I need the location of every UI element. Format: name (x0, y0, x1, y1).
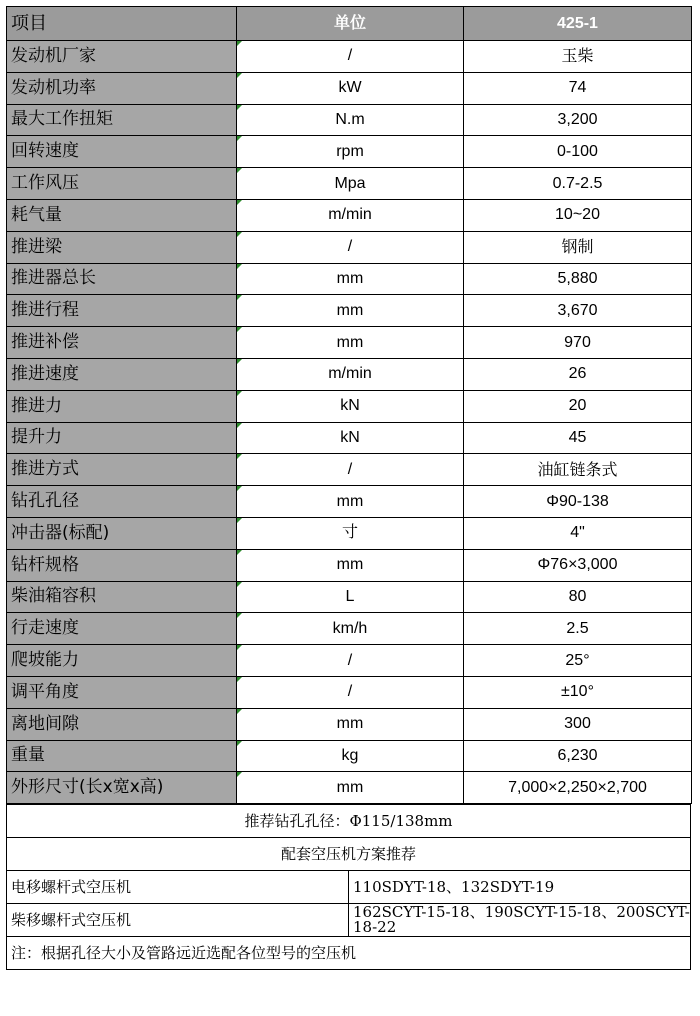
spec-value: 3,200 (464, 104, 692, 136)
spec-unit: m/min (237, 199, 464, 231)
spec-unit: / (237, 231, 464, 263)
spec-value: Φ90-138 (464, 486, 692, 518)
compressor-title: 配套空压机方案推荐 (7, 838, 691, 871)
spec-row (7, 708, 692, 740)
spec-unit: / (237, 676, 464, 708)
spec-unit: mm (237, 549, 464, 581)
spec-name: 发动机厂家 (7, 41, 237, 73)
spec-unit: N.m (237, 104, 464, 136)
spec-row (7, 772, 692, 804)
spec-unit: kW (237, 72, 464, 104)
spec-name: 推进器总长 (7, 263, 237, 295)
spec-name: 推进行程 (7, 295, 237, 327)
spec-name: 外形尺寸(长x宽x高) (7, 772, 237, 804)
spec-name: 回转速度 (7, 136, 237, 168)
spec-unit: m/min (237, 358, 464, 390)
spec-row (7, 231, 692, 263)
spec-value: 2.5 (464, 613, 692, 645)
spec-value: 6,230 (464, 740, 692, 772)
compressor-label: 电移螺杆式空压机 (7, 871, 349, 904)
header-model: 425-1 (464, 7, 692, 41)
spec-name: 耗气量 (7, 199, 237, 231)
spec-row (7, 136, 692, 168)
spec-value: 4" (464, 517, 692, 549)
spec-name: 行走速度 (7, 613, 237, 645)
spec-unit: mm (237, 263, 464, 295)
spec-row (7, 517, 692, 549)
spec-row (7, 390, 692, 422)
spec-name: 离地间隙 (7, 708, 237, 740)
spec-unit: mm (237, 295, 464, 327)
spec-value: 钢制 (464, 231, 692, 263)
spec-row (7, 199, 692, 231)
spec-unit: rpm (237, 136, 464, 168)
compressor-table (6, 804, 691, 970)
spec-unit: km/h (237, 613, 464, 645)
header-item: 项目 (7, 7, 237, 41)
spec-value: ±10° (464, 676, 692, 708)
spec-name: 最大工作扭矩 (7, 104, 237, 136)
spec-name: 柴油箱容积 (7, 581, 237, 613)
spec-name: 钻杆规格 (7, 549, 237, 581)
spec-row (7, 41, 692, 73)
spec-row (7, 168, 692, 200)
spec-sheet (6, 6, 691, 970)
spec-unit: kN (237, 422, 464, 454)
spec-value: 5,880 (464, 263, 692, 295)
spec-value: 3,670 (464, 295, 692, 327)
spec-value: Φ76×3,000 (464, 549, 692, 581)
spec-row (7, 295, 692, 327)
spec-unit: 寸 (237, 517, 464, 549)
spec-name: 冲击器(标配) (7, 517, 237, 549)
spec-row (7, 676, 692, 708)
spec-value: 970 (464, 327, 692, 359)
spec-value: 7,000×2,250×2,700 (464, 772, 692, 804)
spec-row (7, 581, 692, 613)
spec-name: 钻孔孔径 (7, 486, 237, 518)
note: 注：根据孔径大小及管路远近选配各位型号的空压机 (7, 937, 691, 970)
compressor-models: 162SCYT-15-18、190SCYT-15-18、200SCYT-18-22 (349, 904, 691, 937)
spec-unit: mm (237, 708, 464, 740)
spec-unit: / (237, 454, 464, 486)
spec-row (7, 72, 692, 104)
spec-name: 提升力 (7, 422, 237, 454)
spec-value: 80 (464, 581, 692, 613)
compressor-row (7, 871, 691, 904)
spec-row (7, 740, 692, 772)
spec-name: 重量 (7, 740, 237, 772)
spec-value: 0-100 (464, 136, 692, 168)
spec-name: 发动机功率 (7, 72, 237, 104)
spec-row (7, 104, 692, 136)
header-row (7, 7, 692, 41)
spec-row (7, 327, 692, 359)
spec-row (7, 645, 692, 677)
compressor-label: 柴移螺杆式空压机 (7, 904, 349, 937)
spec-name: 推进力 (7, 390, 237, 422)
recommend-hole: 推荐钻孔孔径：Φ115/138mm (7, 805, 691, 838)
spec-row (7, 263, 692, 295)
spec-row (7, 613, 692, 645)
spec-value: 25° (464, 645, 692, 677)
spec-name: 推进补偿 (7, 327, 237, 359)
spec-value: 油缸链条式 (464, 454, 692, 486)
spec-value: 20 (464, 390, 692, 422)
header-unit: 单位 (237, 7, 464, 41)
spec-row (7, 358, 692, 390)
spec-value: 0.7-2.5 (464, 168, 692, 200)
spec-table (6, 6, 692, 804)
spec-value: 26 (464, 358, 692, 390)
spec-row (7, 454, 692, 486)
spec-unit: / (237, 645, 464, 677)
spec-value: 45 (464, 422, 692, 454)
spec-row (7, 549, 692, 581)
spec-name: 调平角度 (7, 676, 237, 708)
spec-name: 推进梁 (7, 231, 237, 263)
spec-value: 74 (464, 72, 692, 104)
spec-value: 300 (464, 708, 692, 740)
spec-unit: kg (237, 740, 464, 772)
spec-value: 玉柴 (464, 41, 692, 73)
spec-name: 爬坡能力 (7, 645, 237, 677)
spec-value: 10~20 (464, 199, 692, 231)
compressor-row (7, 904, 691, 937)
spec-unit: Mpa (237, 168, 464, 200)
compressor-models: 110SDYT-18、132SDYT-19 (349, 871, 691, 904)
spec-name: 推进方式 (7, 454, 237, 486)
spec-unit: mm (237, 327, 464, 359)
spec-unit: L (237, 581, 464, 613)
spec-unit: / (237, 41, 464, 73)
spec-unit: mm (237, 486, 464, 518)
spec-row (7, 486, 692, 518)
spec-name: 推进速度 (7, 358, 237, 390)
spec-unit: mm (237, 772, 464, 804)
spec-row (7, 422, 692, 454)
spec-unit: kN (237, 390, 464, 422)
spec-name: 工作风压 (7, 168, 237, 200)
